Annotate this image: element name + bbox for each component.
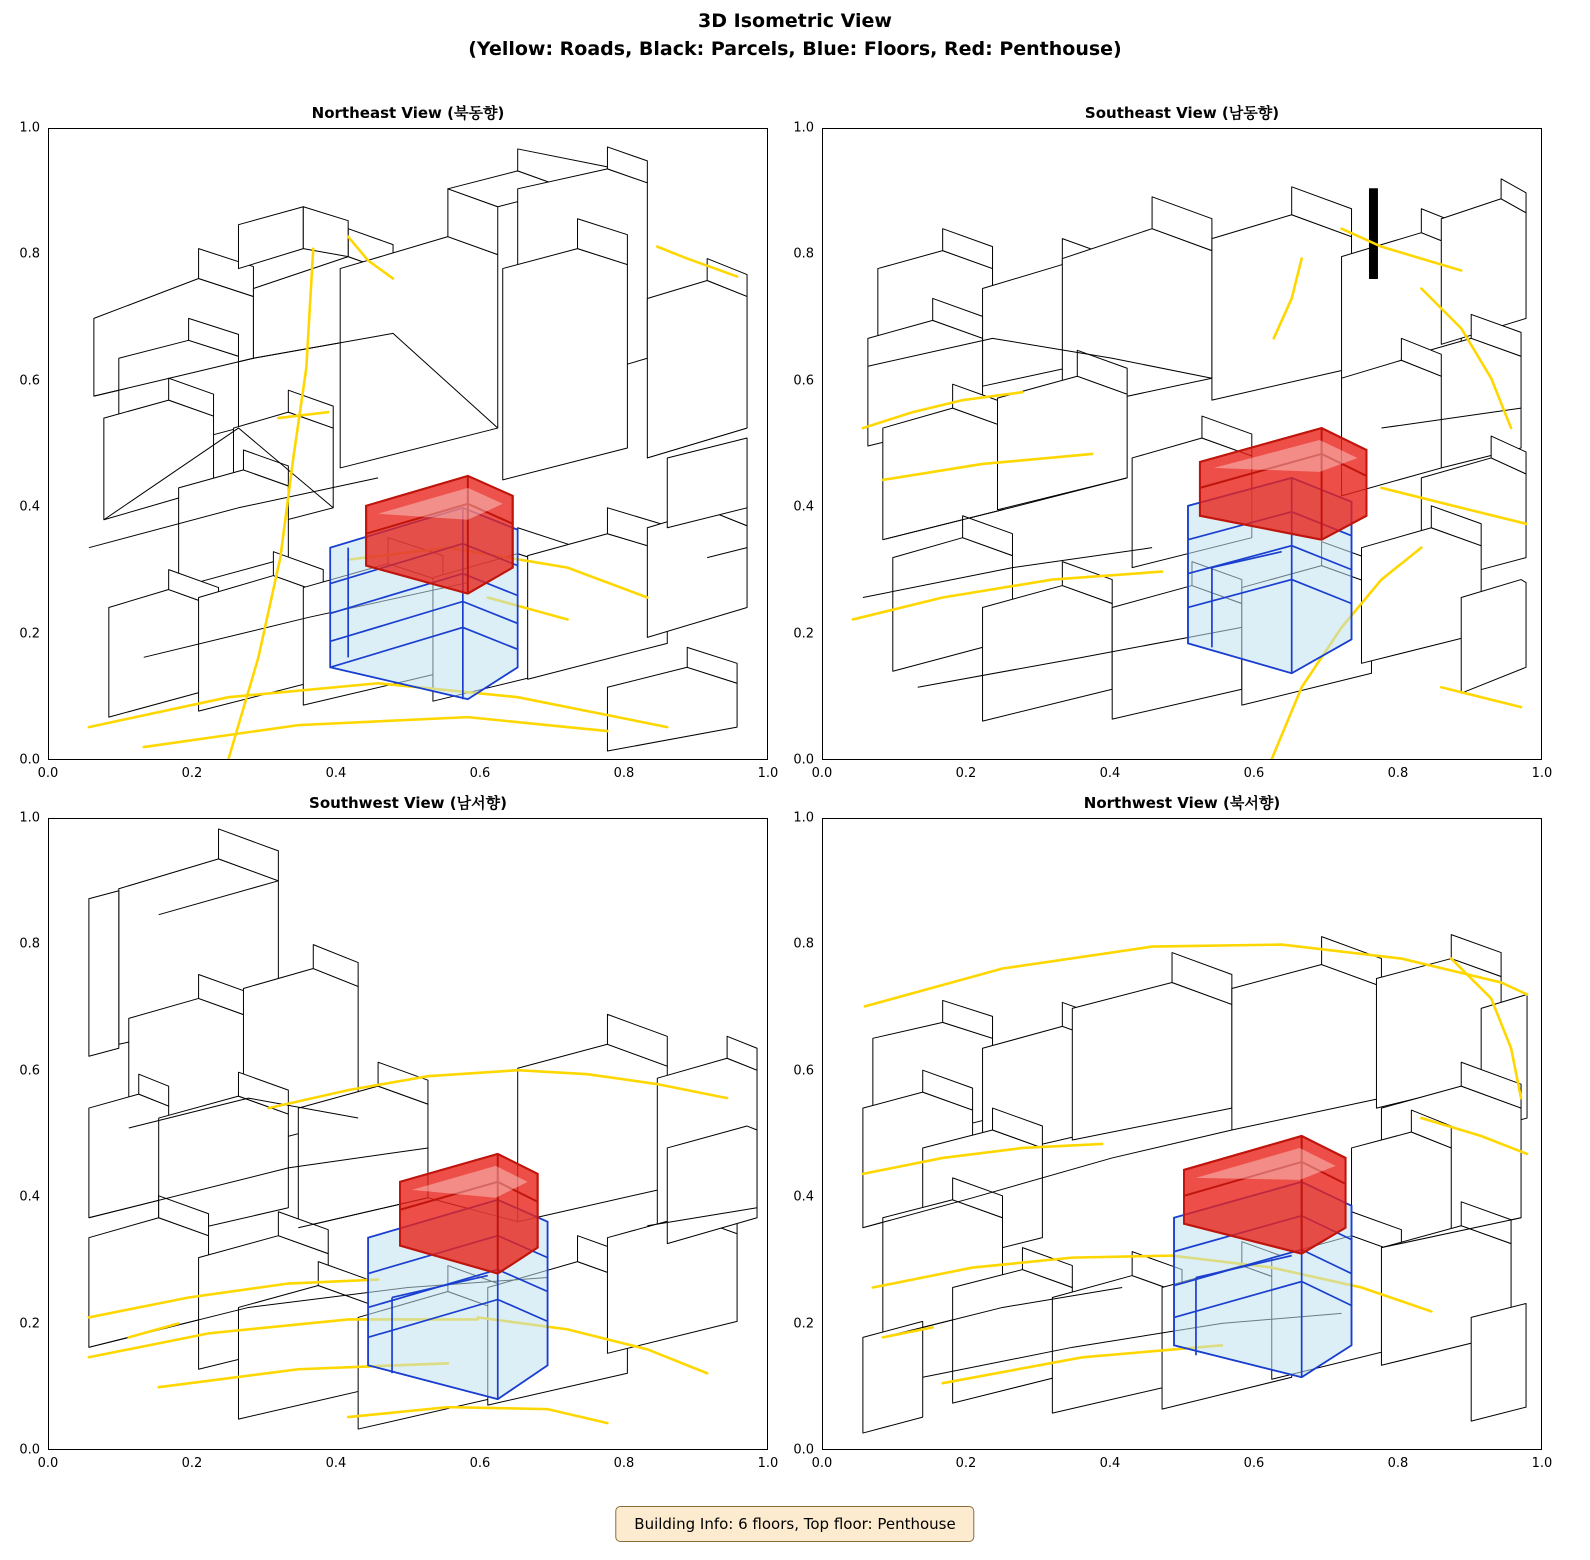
- xtick-4: 0.8: [1387, 1456, 1409, 1471]
- axes-northeast[interactable]: [48, 128, 768, 760]
- ytick-0: 0.0: [793, 752, 814, 768]
- ytick-3: 0.6: [19, 1063, 40, 1079]
- figure-title-line2: (Yellow: Roads, Black: Parcels, Blue: Floors, Red: Penthouse): [468, 37, 1122, 60]
- axes-southwest[interactable]: [48, 818, 768, 1450]
- xtick-5: 1.0: [1531, 1456, 1553, 1471]
- xtick-0: 0.0: [37, 766, 59, 781]
- xtick-0: 0.0: [811, 1456, 833, 1471]
- xtick-4: 0.8: [613, 1456, 635, 1471]
- panel-title-northeast: Northeast View (북동향): [311, 104, 505, 122]
- figure-title: [0, 8, 1590, 63]
- xtick-2: 0.4: [1099, 766, 1121, 781]
- panel-southwest: [19, 794, 779, 1471]
- ytick-1: 0.2: [19, 1316, 40, 1332]
- ytick-4: 0.8: [793, 246, 814, 262]
- panel-title-southeast: Southeast View (남동향): [1084, 104, 1280, 122]
- xtick-1: 0.2: [181, 1456, 203, 1471]
- axes-northwest[interactable]: [822, 818, 1542, 1450]
- xtick-2: 0.4: [325, 766, 347, 781]
- xtick-5: 1.0: [757, 766, 779, 781]
- panel-northwest: [793, 794, 1553, 1471]
- xtick-4: 0.8: [1387, 766, 1409, 781]
- xtick-3: 0.6: [1243, 1456, 1265, 1471]
- xtick-5: 1.0: [757, 1456, 779, 1471]
- xtick-3: 0.6: [1243, 766, 1265, 781]
- panel-title-southwest: Southwest View (남서향): [309, 794, 507, 812]
- ytick-4: 0.8: [793, 936, 814, 952]
- axes-southeast[interactable]: [822, 128, 1542, 760]
- ytick-4: 0.8: [19, 936, 40, 952]
- xtick-4: 0.8: [613, 766, 635, 781]
- ytick-4: 0.8: [19, 246, 40, 262]
- ytick-1: 0.2: [793, 626, 814, 642]
- ytick-5: 1.0: [19, 810, 40, 826]
- ytick-5: 1.0: [793, 810, 814, 826]
- ytick-0: 0.0: [19, 1442, 40, 1458]
- xtick-1: 0.2: [955, 1456, 977, 1471]
- ytick-2: 0.4: [19, 499, 40, 515]
- xtick-0: 0.0: [37, 1456, 59, 1471]
- xtick-1: 0.2: [955, 766, 977, 781]
- scene-northeast: [49, 129, 767, 759]
- xtick-1: 0.2: [181, 766, 203, 781]
- ytick-5: 1.0: [19, 120, 40, 136]
- figure-title-line1: 3D Isometric View: [698, 10, 892, 32]
- scene-southeast: [823, 129, 1541, 759]
- scene-southwest: [49, 819, 767, 1449]
- panel-title-northwest: Northwest View (북서향): [1083, 794, 1281, 812]
- ytick-0: 0.0: [793, 1442, 814, 1458]
- building-info-box: Building Info: 6 floors, Top floor: Penthouse: [615, 1506, 974, 1542]
- xtick-2: 0.4: [325, 1456, 347, 1471]
- xtick-3: 0.6: [469, 766, 491, 781]
- ytick-1: 0.2: [19, 626, 40, 642]
- xtick-2: 0.4: [1099, 1456, 1121, 1471]
- ytick-3: 0.6: [19, 373, 40, 389]
- ytick-2: 0.4: [793, 499, 814, 515]
- ytick-0: 0.0: [19, 752, 40, 768]
- ytick-2: 0.4: [19, 1189, 40, 1205]
- xtick-0: 0.0: [811, 766, 833, 781]
- ytick-1: 0.2: [793, 1316, 814, 1332]
- xtick-5: 1.0: [1531, 766, 1553, 781]
- xtick-3: 0.6: [469, 1456, 491, 1471]
- ytick-3: 0.6: [793, 373, 814, 389]
- ytick-5: 1.0: [793, 120, 814, 136]
- panel-southeast: [793, 104, 1553, 781]
- ytick-2: 0.4: [793, 1189, 814, 1205]
- scene-northwest: [823, 819, 1541, 1449]
- ytick-3: 0.6: [793, 1063, 814, 1079]
- panel-northeast: [19, 104, 779, 781]
